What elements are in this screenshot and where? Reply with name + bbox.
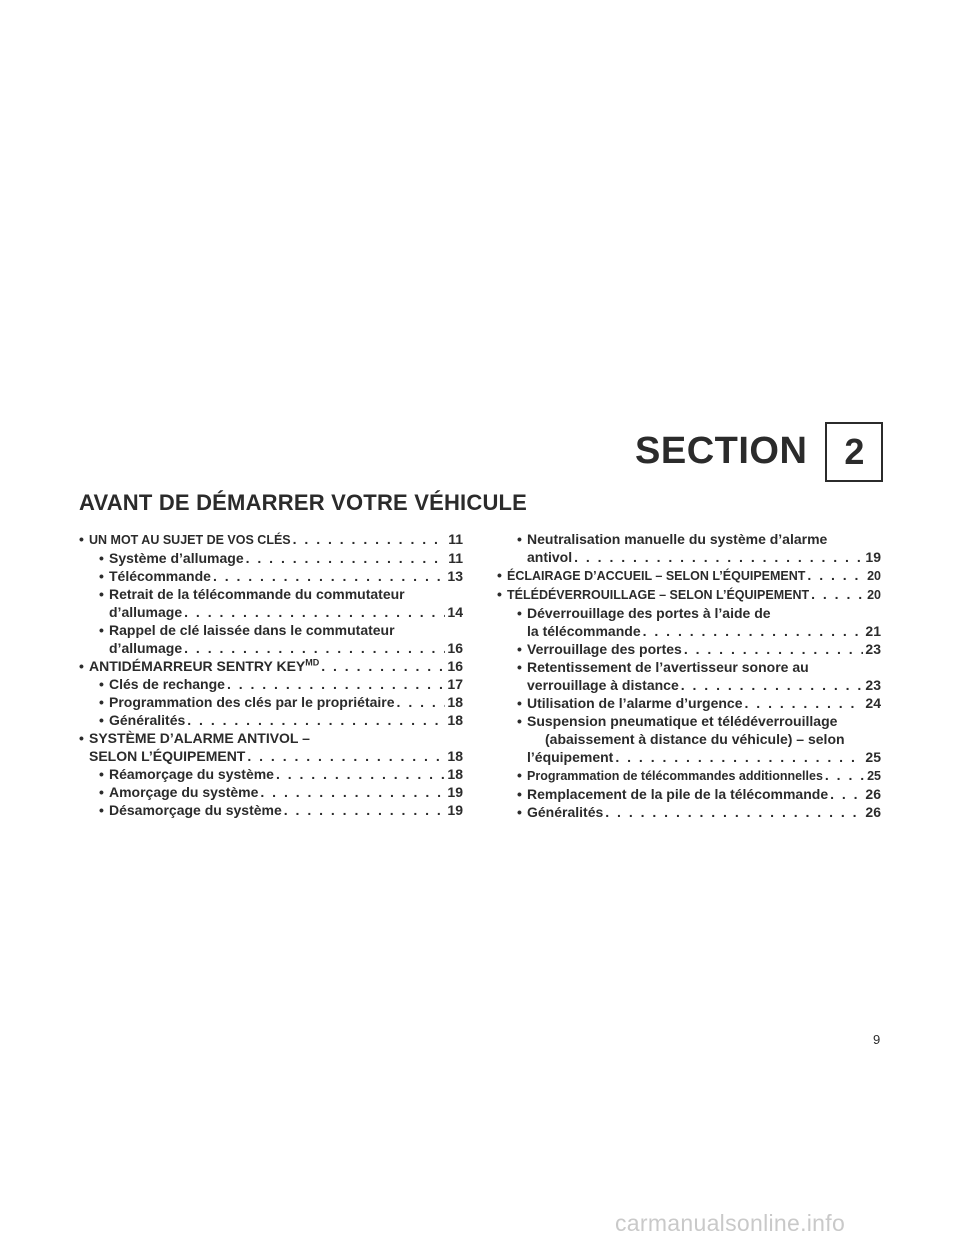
bullet-icon: • — [99, 586, 104, 602]
toc-page-number: 26 — [865, 804, 881, 820]
section-label: SECTION — [635, 430, 808, 472]
toc-entry[interactable]: • Programmation des clés par le propriétaire . . . 18 — [79, 693, 463, 711]
bullet-icon: • — [99, 802, 104, 818]
toc-entry[interactable]: • Utilisation de l’alarme d’urgence . . . 24 — [497, 694, 881, 712]
toc-page-number: 18 — [447, 748, 463, 764]
toc-page-number: 24 — [865, 695, 881, 711]
toc-page-number: 23 — [865, 677, 881, 693]
bullet-icon: • — [99, 550, 104, 566]
toc-page-number: 18 — [447, 694, 463, 710]
toc-page-number: 19 — [447, 784, 463, 800]
toc-page-number: 18 — [447, 712, 463, 728]
bullet-icon: • — [517, 695, 522, 711]
toc-entry[interactable]: • Verrouillage des portes . . . 23 — [497, 640, 881, 658]
toc-column-right — [497, 530, 881, 821]
toc-page-number: 23 — [865, 641, 881, 657]
bullet-icon: • — [99, 712, 104, 728]
bullet-icon: • — [517, 713, 522, 729]
bullet-icon: • — [79, 658, 84, 674]
toc-entry[interactable]: • Neutralisation manuelle du système d’alarme antivol . . . 19 — [497, 530, 881, 566]
toc-page-number: 19 — [865, 549, 881, 565]
bullet-icon: • — [497, 586, 502, 602]
toc-entry[interactable]: • Télécommande . . . 13 — [79, 567, 463, 585]
bullet-icon: • — [99, 766, 104, 782]
toc-entry[interactable]: • Généralités . . . 26 — [497, 803, 881, 821]
toc-entry[interactable]: • Rappel de clé laissée dans le commutateur d’allumage . . . 16 — [79, 621, 463, 657]
toc-entry[interactable]: • ÉCLAIRAGE D’ACCUEIL – SELON L’ÉQUIPEMENT . . . 20 — [497, 566, 881, 585]
toc-entry[interactable]: • Déverrouillage des portes à l’aide de la télécommande . . . 21 — [497, 604, 881, 640]
toc-entry[interactable]: • Programmation de télécommandes additionnelles . . . 25 — [497, 766, 881, 785]
bullet-icon: • — [517, 767, 522, 783]
toc-entry[interactable]: • Réamorçage du système . . . 18 — [79, 765, 463, 783]
bullet-icon: • — [99, 568, 104, 584]
bullet-icon: • — [79, 531, 84, 547]
toc-page-number: 11 — [448, 531, 463, 547]
bullet-icon: • — [99, 694, 104, 710]
bullet-icon: • — [517, 605, 522, 621]
toc-page-number: 26 — [865, 786, 881, 802]
toc-entry[interactable]: • Système d’allumage . . . 11 — [79, 549, 463, 567]
bullet-icon: • — [99, 676, 104, 692]
bullet-icon: • — [517, 531, 522, 547]
bullet-icon: • — [517, 641, 522, 657]
toc-page-number: 19 — [447, 802, 463, 818]
page-number: 9 — [873, 1032, 881, 1047]
toc-entry[interactable]: • Amorçage du système . . . 19 — [79, 783, 463, 801]
toc-page-number: 25 — [867, 769, 881, 783]
bullet-icon: • — [517, 786, 522, 802]
toc-page-number: 11 — [448, 550, 463, 566]
section-number-box: 2 — [825, 422, 883, 482]
chapter-title: AVANT DE DÉMARRER VOTRE VÉHICULE — [79, 490, 528, 515]
toc-entry[interactable]: • Clés de rechange . . . 17 — [79, 675, 463, 693]
toc-entry[interactable]: • Retentissement de l’avertisseur sonore au verrouillage à distance . . . 23 — [497, 658, 881, 694]
toc-page-number: 18 — [447, 766, 463, 782]
toc-entry[interactable]: • Remplacement de la pile de la télécommande . . . 26 — [497, 785, 881, 803]
toc-entry[interactable]: • ANTIDÉMARREUR SENTRY $KEY^{MD}$ . . . 16 — [79, 657, 463, 675]
superscript-mark: MD — [305, 657, 320, 668]
toc-page-number: 14 — [447, 604, 463, 620]
toc-entry[interactable]: • Désamorçage du système . . . 19 — [79, 801, 463, 819]
toc-page-number: 13 — [447, 568, 463, 584]
bullet-icon: • — [517, 659, 522, 675]
toc-entry[interactable]: • Suspension pneumatique et télédéverrouillage (abaissement à distance du véhicule) – selon l’équipement . . . 25 — [497, 712, 881, 766]
toc-entry[interactable]: • Généralités . . . 18 — [79, 711, 463, 729]
toc-page-number: 16 — [447, 658, 463, 674]
bullet-icon: • — [99, 784, 104, 800]
toc-page-number: 20 — [867, 569, 881, 583]
toc-page-number: 21 — [865, 623, 881, 639]
toc-page-number: 16 — [447, 640, 463, 656]
bullet-icon: • — [79, 730, 84, 746]
watermark: carmanualsonline.info — [615, 1210, 846, 1236]
toc-entry[interactable]: • UN MOT AU SUJET DE VOS CLÉS . . . 11 — [79, 530, 463, 549]
toc-page-number: 25 — [865, 749, 881, 765]
bullet-icon: • — [517, 804, 522, 820]
section-header — [635, 420, 883, 483]
toc-column-left — [79, 530, 463, 819]
toc-entry[interactable]: • TÉLÉDÉVERROUILLAGE – SELON L’ÉQUIPEMENT . . . 20 — [497, 585, 881, 604]
toc-page-number: 17 — [447, 676, 463, 692]
bullet-icon: • — [99, 622, 104, 638]
toc-page-number: 20 — [867, 588, 881, 602]
toc-entry[interactable]: • SYSTÈME D’ALARME ANTIVOL – SELON L’ÉQUIPEMENT . . . 18 — [79, 729, 463, 765]
bullet-icon: • — [497, 567, 502, 583]
toc-entry[interactable]: • Retrait de la télécommande du commutateur d’allumage . . . 14 — [79, 585, 463, 621]
